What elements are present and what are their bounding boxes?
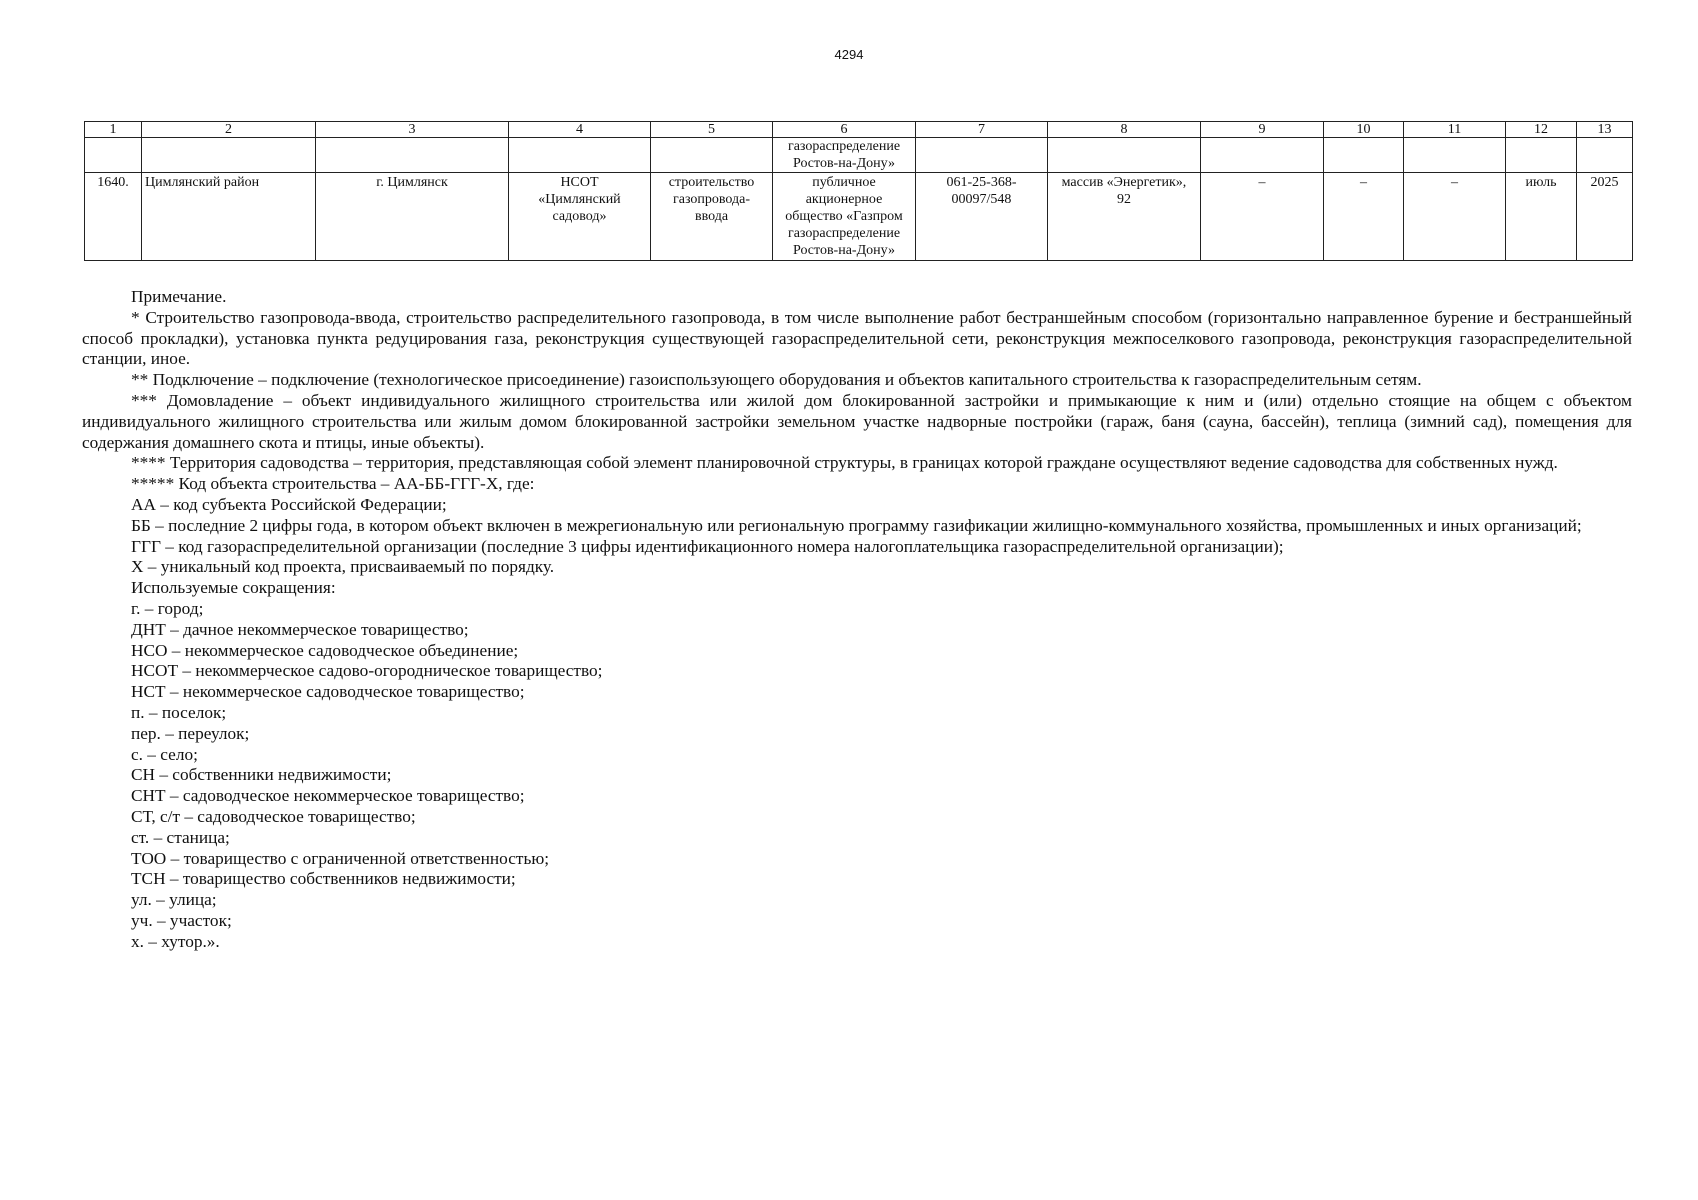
note-paragraph: АА – код субъекта Российской Федерации; xyxy=(131,494,447,514)
abbreviation-item: НСО – некоммерческое садоводческое объединение; xyxy=(131,640,519,660)
col-num-4: 4 xyxy=(509,122,651,138)
abbreviations-heading: Используемые сокращения: xyxy=(131,578,336,598)
abbreviation-item: ул. – улица; xyxy=(131,890,217,910)
note-paragraph: ББ – последние 2 цифры года, в котором объект включен в межрегиональную или региональную программу газификации жилищно-коммунального хозяйства, промышленных и иных организаций; xyxy=(131,515,1582,535)
col9-cell: – xyxy=(1201,173,1324,261)
note-paragraph: ***** Код объекта строительства – АА-ББ-ГГГ-Х, где: xyxy=(131,474,535,494)
object-cell: НСОТ «Цимлянский садовод» xyxy=(509,173,651,261)
page-number: 4294 xyxy=(834,47,864,62)
col-num-3: 3 xyxy=(316,122,509,138)
organization-cell: публичное акционерное общество «Газпром газораспределение Ростов-на-Дону» xyxy=(773,173,916,261)
table-row xyxy=(85,173,1633,261)
address-cell: массив «Энергетик», 92 xyxy=(1048,173,1201,261)
work-type-cell: строительство газопровода- ввода xyxy=(651,173,773,261)
continued-row xyxy=(85,138,1633,173)
col-num-8: 8 xyxy=(1048,122,1201,138)
notes-section xyxy=(82,287,1632,953)
col-num-13: 13 xyxy=(1577,122,1633,138)
district-cell: Цимлянский район xyxy=(142,173,316,261)
abbreviation-item: г. – город; xyxy=(131,598,204,618)
col-num-5: 5 xyxy=(651,122,773,138)
abbreviation-item: ТСН – товарищество собственников недвижимости; xyxy=(131,869,516,889)
row-number-cell: 1640. xyxy=(85,173,142,261)
col-num-6: 6 xyxy=(773,122,916,138)
col-num-10: 10 xyxy=(1324,122,1404,138)
abbreviation-item: ст. – станица; xyxy=(131,827,230,847)
abbreviation-item: СН – собственники недвижимости; xyxy=(131,765,392,785)
abbreviation-item: СНТ – садоводческое некоммерческое товарищество; xyxy=(131,786,525,806)
abbreviation-item: НСТ – некоммерческое садоводческое товарищество; xyxy=(131,682,525,702)
abbreviation-item: п. – поселок; xyxy=(131,702,227,722)
note-paragraph: ** Подключение – подключение (технологическое присоединение) газоиспользующего оборудования и объектов капитального строительства к газораспределительным сетям. xyxy=(131,370,1422,390)
abbreviation-item: СТ, с/т – садоводческое товарищество; xyxy=(131,806,416,826)
col-num-1: 1 xyxy=(85,122,142,138)
col-num-2: 2 xyxy=(142,122,316,138)
month-cell: июль xyxy=(1506,173,1577,261)
object-code-cell: 061-25-368- 00097/548 xyxy=(916,173,1048,261)
abbreviation-item: пер. – переулок; xyxy=(131,723,250,743)
abbreviation-item: ДНТ – дачное некоммерческое товарищество; xyxy=(131,619,469,639)
settlement-cell: г. Цимлянск xyxy=(316,173,509,261)
note-paragraph: * Строительство газопровода-ввода, строительство распределительного газопровода, в том числе выполнение работ бестраншейным способом (горизонтально направленное бурение и бестраншейный способ прокладки), установка пункта редуцирования газа, реконструкция существующей газораспределительной сети, реконструкция межпоселкового газопровода, реконструкция газораспределительной станции, иное. xyxy=(82,307,1632,369)
col11-cell: – xyxy=(1404,173,1506,261)
continued-organization-cell: газораспределение Ростов-на-Дону» xyxy=(773,138,916,173)
col-num-9: 9 xyxy=(1201,122,1324,138)
col-num-7: 7 xyxy=(916,122,1048,138)
abbreviation-item: уч. – участок; xyxy=(131,910,232,930)
gasification-table xyxy=(84,121,1633,261)
abbreviation-item: ТОО – товарищество с ограниченной ответственностью; xyxy=(131,848,550,868)
year-cell: 2025 xyxy=(1577,173,1633,261)
abbreviation-item: НСОТ – некоммерческое садово-огородническое товарищество; xyxy=(131,661,603,681)
col10-cell: – xyxy=(1324,173,1404,261)
note-heading: Примечание. xyxy=(131,287,227,306)
note-paragraph: *** Домовладение – объект индивидуального жилищного строительства или жилой дом блокированной застройки и примыкающие к ним и (или) отдельно стоящие на общем с объектом индивидуального жилищного строительства или жилым домом блокированной застройки земельном участке надворные постройки (гараж, баня (сауна, бассейн), теплица (зимний сад), помещения для содержания домашнего скота и птицы, иные объекты). xyxy=(82,390,1632,452)
note-paragraph: Х – уникальный код проекта, присваиваемый по порядку. xyxy=(131,557,555,577)
col-num-11: 11 xyxy=(1404,122,1506,138)
col-num-12: 12 xyxy=(1506,122,1577,138)
note-paragraph: ГГГ – код газораспределительной организации (последние 3 цифры идентификационного номера налогоплательщика газораспределительной организации); xyxy=(131,536,1284,556)
abbreviation-item: х. – хутор.». xyxy=(131,931,220,951)
column-number-row xyxy=(85,122,1633,138)
note-paragraph: **** Территория садоводства – территория, представляющая собой элемент планировочной структуры, в границах которой граждане осуществляют ведение садоводства для собственных нужд. xyxy=(131,453,1558,473)
abbreviation-item: с. – село; xyxy=(131,744,198,764)
